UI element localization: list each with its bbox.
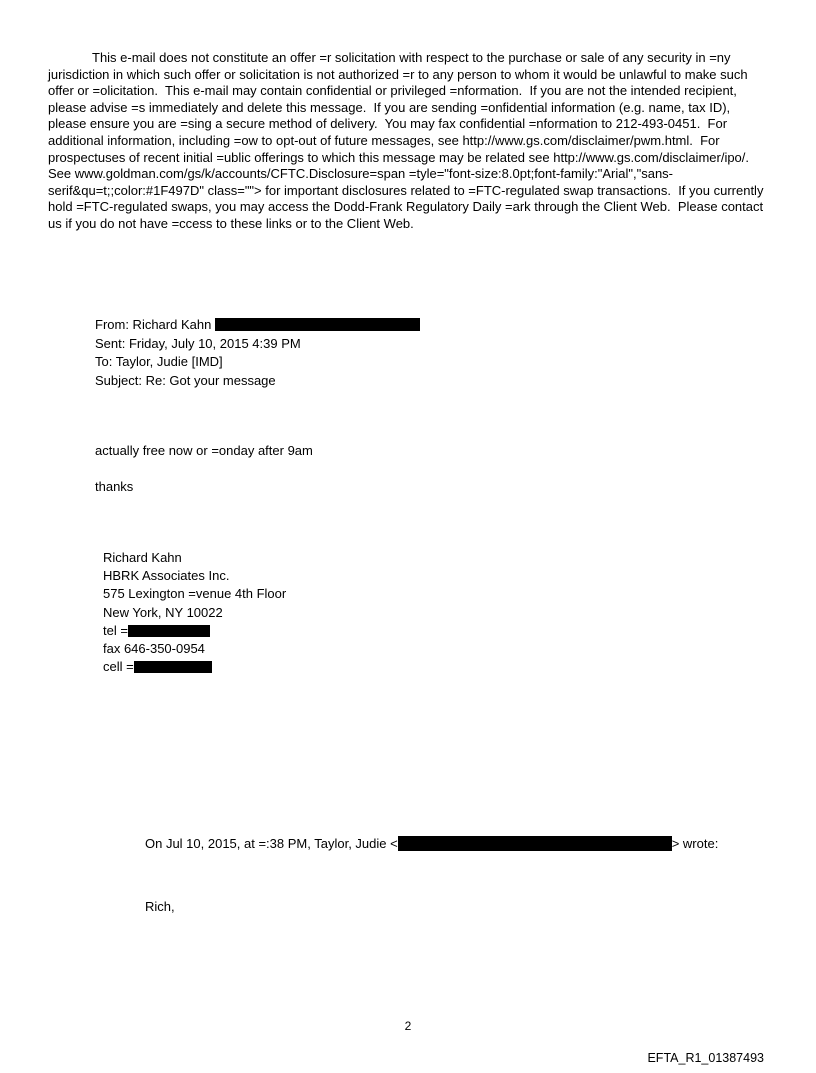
disclaimer-paragraph: This e-mail does not constitute an offer =r solicitation with respect to the purchase or sale of any security in =ny jurisdiction in which such offer or solicitation is not authorized =r to any person to whom it would be unlawful to make such offer or =olicitation. This e-mail may contain confidential or privileged =nformation. If you are not the intended recipient, please advise =s immediately and delete this message. If you are sending =onfidential information (e.g. name, tax ID), please ensure you are =sing a secure method of delivery. You may fax confidential =nformation to 212-493-0451. For additional information, including =ow to opt-out of future messages, see http://www.gs.com/disclaimer/pwm.html. For prospectuses of recent initial =ublic offerings to which this message may be related see http://www.gs.com/disclaimer/ipo/. See www.goldman.com/gs/k/accounts/CFTC.Disclosure=span =tyle="font-size:8.0pt;font-family:"Arial","sans-serif&qu=t;;color:#1F497D" class=""> for important disclosures related to =FTC-regulated swap transactions. If you currently hold =FTC-regulated swaps, you may access the Dodd-Frank Regulatory Daily =ark through the Client Web. Please contact us if you do not have =ccess to these links or to the Client Web.	[48, 50, 768, 231]
body-availability-line: actually free now or =onday after 9am	[95, 443, 313, 458]
fax-line: fax 646-350-0954	[103, 641, 205, 657]
cell-redaction-bar	[134, 661, 212, 673]
body-thanks-line: thanks	[95, 479, 134, 494]
email-header-block	[95, 316, 420, 390]
quoted-intro-line	[145, 836, 718, 851]
quoted-intro-prefix: On Jul 10, 2015, at =:38 PM, Taylor, Judie <	[145, 836, 398, 851]
cell-line	[103, 658, 286, 676]
subject-line: Subject: Re: Got your message	[95, 372, 276, 388]
from-line	[95, 316, 420, 335]
tel-redaction-bar	[128, 625, 210, 637]
sent-line: Sent: Friday, July 10, 2015 4:39 PM	[95, 335, 301, 351]
tel-label: tel =	[103, 622, 128, 638]
cell-label: cell =	[103, 659, 134, 675]
quoted-greeting: Rich,	[145, 899, 175, 914]
from-redaction-bar	[215, 318, 420, 331]
quoted-intro-suffix: > wrote:	[671, 836, 719, 851]
to-line: To: Taylor, Judie [IMD]	[95, 354, 223, 369]
bates-number: EFTA_R1_01387493	[647, 1051, 764, 1065]
from-label: From: Richard Kahn	[95, 317, 212, 332]
signature-address-2: New York, NY 10022	[103, 604, 223, 620]
signature-block	[103, 549, 286, 676]
quoted-redaction-bar	[398, 836, 672, 851]
signature-name: Richard Kahn	[103, 550, 182, 565]
tel-line	[103, 622, 286, 640]
signature-company: HBRK Associates Inc.	[103, 568, 230, 584]
signature-address-1: 575 Lexington =venue 4th Floor	[103, 586, 287, 602]
page-number: 2	[404, 1019, 412, 1033]
